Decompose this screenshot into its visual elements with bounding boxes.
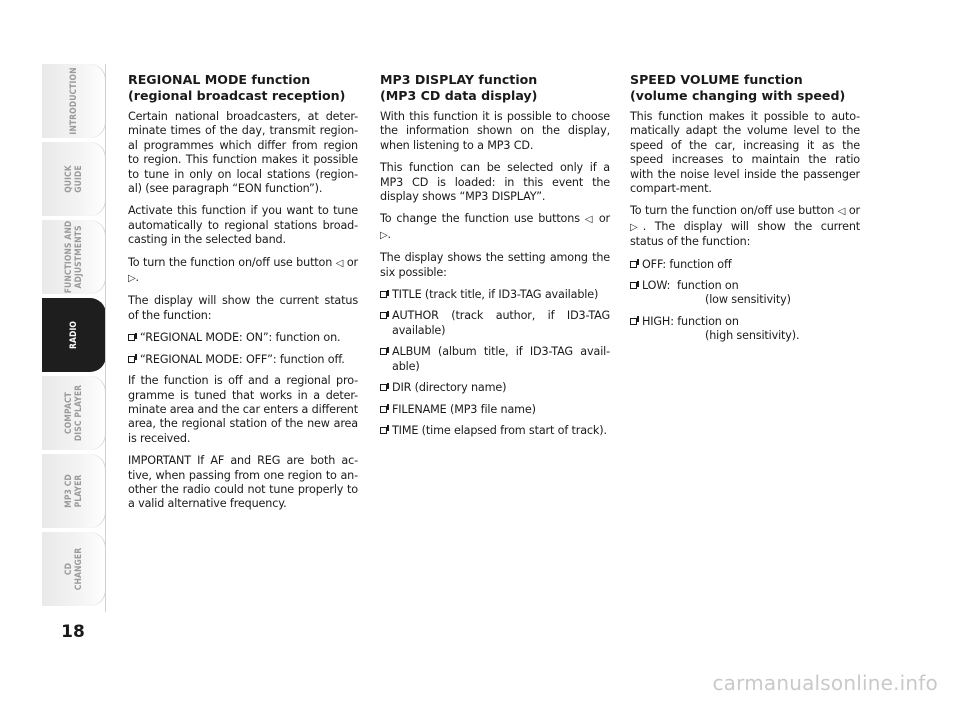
checkbox-bullet-icon (380, 312, 387, 319)
checkbox-bullet-icon (128, 334, 135, 341)
paragraph: IMPORTANT If AF and REG are both ac-tive, when passing from one region to an-other the radio could not tune properly to a valid alternative frequency. (128, 454, 358, 511)
list-item-subtext: (high sensitivity). (705, 329, 800, 343)
left-arrow-icon: ◁ (837, 206, 846, 218)
list-item (128, 331, 358, 345)
list-item-text: LOW: function on (642, 279, 739, 293)
tab-functions-adjustments[interactable] (42, 220, 106, 294)
tab-label: MP3 CD PLAYER (64, 474, 84, 508)
tab-label: COMPACT DISC PLAYER (64, 384, 84, 442)
list-item (380, 403, 610, 417)
tab-quick-guide[interactable] (42, 142, 106, 216)
tab-mp3-cd-player[interactable] (42, 454, 106, 528)
checkbox-bullet-icon (380, 348, 387, 355)
paragraph: Activate this function if you want to tune automatically to regional stations broad-casting in the selected band. (128, 204, 358, 247)
text: or (343, 255, 358, 269)
page-number: 18 (61, 622, 85, 642)
list-item (380, 424, 610, 438)
list-item-text: TITLE (track title, if ID3-TAG available) (392, 288, 599, 302)
checkbox-bullet-icon (380, 384, 387, 391)
checkbox-bullet-icon (380, 427, 387, 434)
tab-label: CD CHANGER (64, 547, 84, 591)
paragraph (630, 204, 860, 249)
checkbox-bullet-icon (630, 318, 637, 325)
chapter-sidebar (42, 64, 106, 610)
checkbox-bullet-icon (630, 261, 637, 268)
text: . (387, 227, 391, 241)
right-arrow-icon: ▷ (128, 273, 136, 285)
list-item-text: ALBUM (album title, if ID3-TAG avail-able) (392, 345, 610, 373)
left-arrow-icon: ◁ (335, 257, 344, 269)
paragraph: The display will show the current status of the function: (128, 294, 358, 322)
paragraph: Certain national broadcasters, at deter-minate times of the day, transmit region-al programmes which differ from region to region. This function makes it possible to tune in only on local stations (region-al) (see paragraph “EON function”). (128, 110, 358, 196)
column-regional-mode (128, 72, 358, 520)
tab-introduction[interactable] (42, 64, 106, 138)
text: To turn the function on/off use button (128, 255, 336, 269)
list-item (630, 279, 860, 308)
list-item-text: AUTHOR (track author, if ID3-TAG available) (392, 309, 610, 337)
list-item-text: TIME (time elapsed from start of track). (392, 423, 607, 437)
left-arrow-icon: ◁ (584, 214, 594, 226)
text: . The display will show the current status of the function: (630, 219, 861, 249)
text: To change the function use buttons (380, 212, 585, 226)
paragraph (128, 256, 358, 287)
text: . (135, 271, 139, 285)
text: or (593, 212, 610, 226)
tab-label: FUNCTIONS AND ADJUSTMENTS (64, 220, 84, 294)
tab-compact-disc-player[interactable] (42, 376, 106, 450)
list-item-text: “REGIONAL MODE: OFF”: function off. (140, 352, 345, 366)
section-heading: MP3 DISPLAY function (MP3 CD data display) (380, 72, 538, 103)
watermark: carmanualsonline.info (712, 671, 938, 695)
right-arrow-icon: ▷ (630, 221, 643, 233)
checkbox-bullet-icon (128, 356, 135, 363)
paragraph: The display shows the setting among the six possible: (380, 251, 610, 279)
checkbox-bullet-icon (630, 282, 637, 289)
list-item-text: FILENAME (MP3 file name) (392, 402, 536, 416)
list-item (630, 258, 860, 272)
column-mp3-display (380, 72, 610, 445)
text: or (845, 204, 860, 218)
tab-label: RADIO (69, 320, 79, 350)
list-item-text: “REGIONAL MODE: ON”: function on. (140, 331, 341, 345)
list-item (630, 315, 860, 344)
section-heading: SPEED VOLUME function (volume changing with speed) (630, 72, 846, 103)
list-item (380, 288, 610, 302)
list-item-text: OFF: function off (642, 257, 732, 271)
tab-label: QUICK GUIDE (64, 165, 84, 193)
list-item (380, 381, 610, 395)
tab-radio[interactable] (42, 298, 106, 372)
paragraph: This function can be selected only if a MP3 CD is loaded: in this event the display shows “MP3 DISPLAY”. (380, 161, 610, 204)
sidebar-divider (105, 64, 106, 612)
section-heading: REGIONAL MODE function (regional broadcast reception) (128, 72, 346, 103)
tab-label: INTRODUCTION (69, 67, 79, 135)
paragraph: If the function is off and a regional pro-gramme is tuned that works in a deter-minate area and the car enters a different area, the regional station of the new area is received. (128, 374, 358, 445)
paragraph: This function makes it possible to auto-matically adapt the volume level to the speed of the car, increasing it as the speed increases to maintain the ratio with the noise level inside the passenger compart-ment. (630, 110, 860, 196)
list-item-text: HIGH: function on (642, 314, 739, 328)
paragraph (380, 212, 610, 243)
list-item-text: DIR (directory name) (392, 381, 507, 395)
checkbox-bullet-icon (380, 291, 387, 298)
checkbox-bullet-icon (380, 406, 387, 413)
paragraph: With this function it is possible to choose the information shown on the display, when listening to a MP3 CD. (380, 110, 610, 152)
list-item (380, 345, 610, 374)
list-item (380, 309, 610, 338)
column-speed-volume (630, 72, 860, 351)
list-item-subtext: (low sensitivity) (705, 293, 791, 307)
list-item (128, 353, 358, 367)
tab-cd-changer[interactable] (42, 532, 106, 606)
right-arrow-icon: ▷ (380, 229, 388, 241)
text: To turn the function on/off use button (630, 204, 838, 218)
